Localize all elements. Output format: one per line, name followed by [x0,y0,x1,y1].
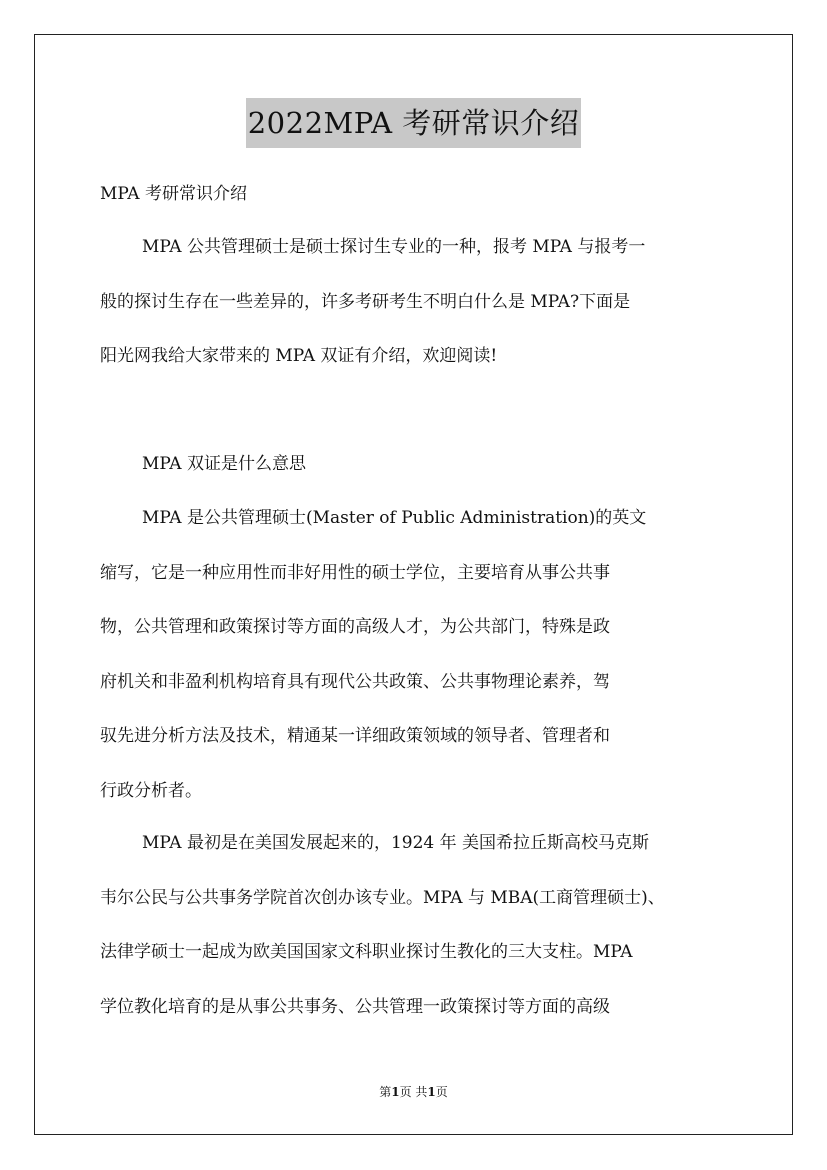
paragraph-line: 物，公共管理和政策探讨等方面的高级人才，为公共部门，特殊是政 [100,617,610,637]
footer-suffix: 页 [435,1085,448,1099]
paragraph-line: 般的探讨生存在一些差异的，许多考研考生不明白什么是 MPA?下面是 [100,291,631,312]
paragraph-line: 缩写，它是一种应用性而非好用性的硕士学位，主要培育从事公共事 [100,562,610,583]
title-container [0,98,827,148]
paragraph-line: 阳光网我给大家带来的 MPA 双证有介绍，欢迎阅读! [100,346,498,366]
paragraph-line: MPA 公共管理硕士是硕士探讨生专业的一种，报考 MPA 与报考一 [142,237,646,257]
paragraph-definition [100,504,740,831]
paragraph-line: 驭先进分析方法及技术，精通某一详细政策领域的领导者、管理者和 [100,726,610,746]
paragraph-line: 行政分析者。 [100,780,202,801]
paragraph-line: 府机关和非盈利机构培育具有现代公共政策、公共事物理论素养，驾 [100,671,610,692]
footer-page-number: 1 [391,1085,400,1099]
section-heading [100,450,740,505]
paragraph-line: 韦尔公民与公共事务学院首次创办该专业。MPA 与 MBA(工商管理硕士)、 [100,887,665,908]
footer-mid: 页 共 [399,1085,428,1099]
paragraph-line: MPA 最初是在美国发展起来的，1924 年 美国希拉丘斯高校马克斯 [142,833,650,853]
section-heading-text: MPA 双证是什么意思 [142,454,306,474]
document-subtitle: MPA 考研常识介绍 [100,184,247,204]
footer-total-pages: 1 [427,1085,436,1099]
paragraph-intro [100,233,740,397]
document-title: 2022MPA 考研常识介绍 [246,98,582,148]
page-footer [0,1082,827,1102]
paragraph-line: 学位教化培育的是从事公共事务、公共管理一政策探讨等方面的高级 [100,996,610,1017]
paragraph-history [100,829,740,1047]
footer-prefix: 第 [379,1085,392,1099]
paragraph-line: 法律学硕士一起成为欧美国国家文科职业探讨生教化的三大支柱。MPA [100,942,633,962]
paragraph-line: MPA 是公共管理硕士(Master of Public Administration)的英文 [142,508,647,528]
